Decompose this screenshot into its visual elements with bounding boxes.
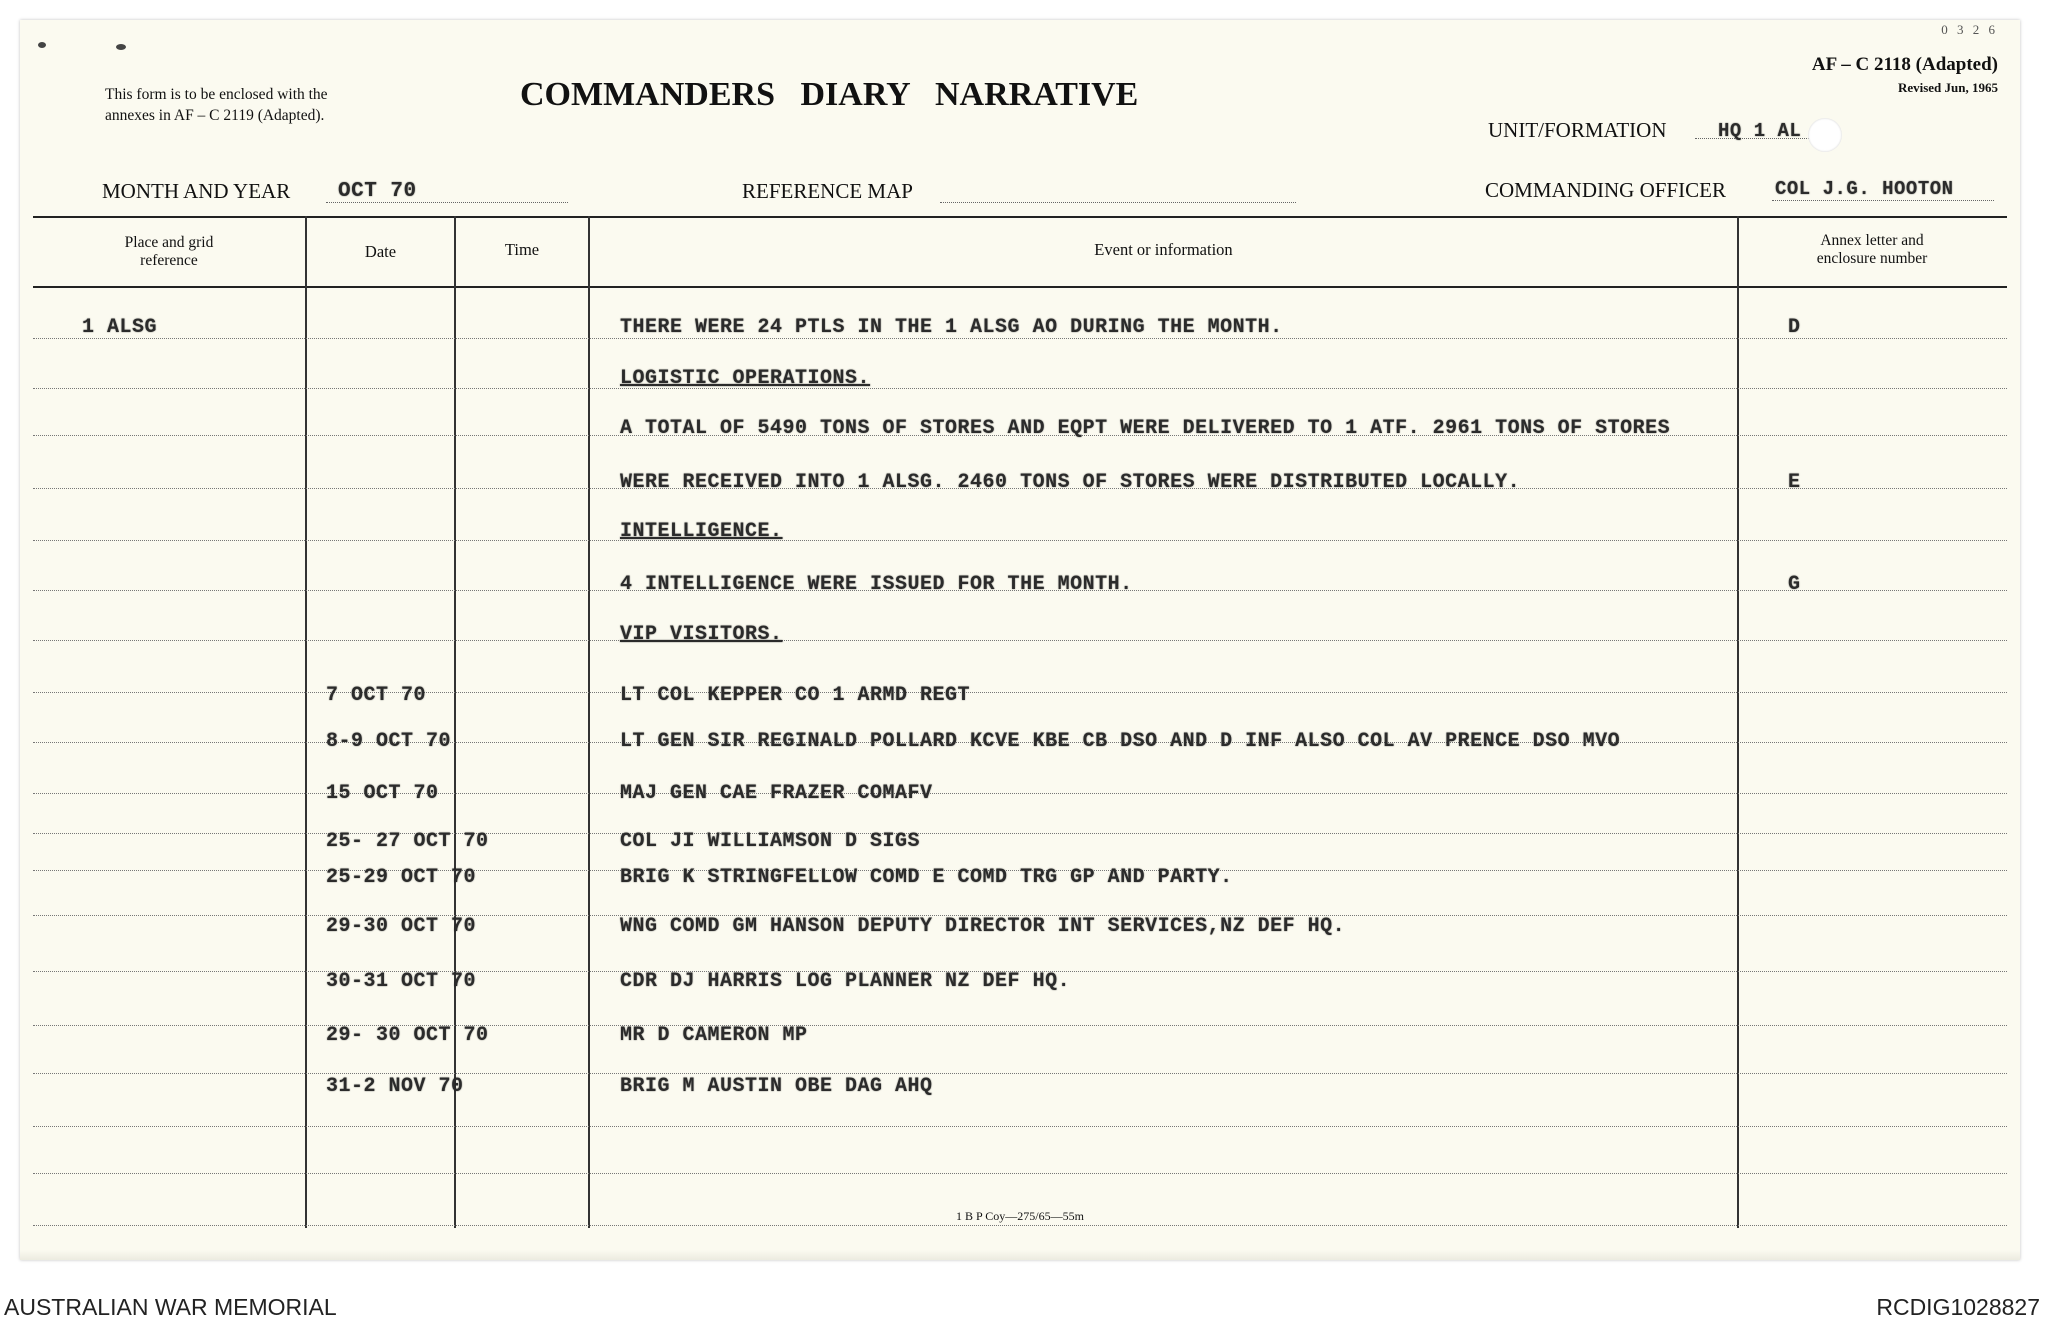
- ruled-line: [33, 1126, 2007, 1127]
- row-event: INTELLIGENCE.: [620, 520, 783, 543]
- reference-map-label: REFERENCE MAP: [742, 179, 913, 203]
- column-divider-place-date: [305, 216, 307, 1228]
- ruled-line: [33, 388, 2007, 389]
- header-top-rule: [33, 216, 2007, 218]
- enclose-note-line: This form is to be enclosed with the: [105, 86, 328, 103]
- column-header-place-line: reference: [140, 252, 198, 269]
- row-event: LT GEN SIR REGINALD POLLARD KCVE KBE CB DSO AND D INF ALSO COL AV PRENCE DSO MVO: [620, 730, 1621, 753]
- ruled-line: [33, 640, 2007, 641]
- column-header-time: Time: [504, 240, 540, 259]
- row-event: LT COL KEPPER CO 1 ARMD REGT: [620, 684, 971, 707]
- ink-blemish: [38, 42, 46, 48]
- revised-date: Revised Jun, 1965: [1897, 80, 1998, 95]
- column-header-place-line: Place and grid: [124, 234, 214, 251]
- column-header-date: Date: [364, 242, 397, 261]
- ruled-line: [33, 1073, 2007, 1074]
- commanding-officer-value: COL J.G. HOOTON: [1775, 178, 1954, 200]
- row-event: LOGISTIC OPERATIONS.: [620, 367, 871, 390]
- unit-label: UNIT/FORMATION: [1488, 118, 1667, 142]
- row-annex: G: [1788, 573, 1801, 596]
- row-place: 1 ALSG: [82, 316, 158, 339]
- form-title: COMMANDERS DIARY NARRATIVE: [520, 76, 1139, 113]
- enclose-note-line: annexes in AF – C 2119 (Adapted).: [105, 107, 325, 124]
- row-date: 29- 30 OCT 70: [326, 1024, 489, 1047]
- commanding-officer-label: COMMANDING OFFICER: [1485, 178, 1726, 202]
- column-header-event: Event or information: [1094, 240, 1233, 259]
- row-date: 7 OCT 70: [326, 684, 427, 707]
- row-event: VIP VISITORS.: [620, 623, 783, 646]
- row-date: 31-2 NOV 70: [326, 1075, 464, 1098]
- row-event: BRIG M AUSTIN OBE DAG AHQ: [620, 1075, 933, 1098]
- punch-hole: [1808, 118, 1842, 152]
- row-event: COL JI WILLIAMSON D SIGS: [620, 830, 921, 853]
- row-annex: D: [1788, 316, 1801, 339]
- ruled-line: [33, 1225, 2007, 1226]
- footer-archive-name: AUSTRALIAN WAR MEMORIAL: [4, 1294, 337, 1320]
- handwritten-code: 0 3 2 6: [1941, 22, 1998, 37]
- printer-imprint: 1 B P Coy—275/65—55m: [956, 1209, 1084, 1223]
- month-year-label: MONTH AND YEAR: [102, 179, 291, 203]
- footer-record-id: RCDIG1028827: [1876, 1294, 2040, 1320]
- row-event: THERE WERE 24 PTLS IN THE 1 ALSG AO DURING THE MONTH.: [620, 316, 1283, 339]
- form-number: AF – C 2118 (Adapted): [1811, 54, 1998, 75]
- column-header-annex-line: enclosure number: [1816, 250, 1928, 267]
- row-date: 29-30 OCT 70: [326, 915, 477, 938]
- column-divider-event-annex: [1737, 216, 1739, 1228]
- commanding-officer-dotted-line: [1772, 200, 1994, 201]
- row-date: 25-29 OCT 70: [326, 866, 477, 889]
- row-event: MR D CAMERON MP: [620, 1024, 808, 1047]
- month-year-value: OCT 70: [338, 180, 417, 203]
- ruled-line: [33, 1173, 2007, 1174]
- row-date: 15 OCT 70: [326, 782, 439, 805]
- ink-blemish: [116, 44, 126, 50]
- row-event: MAJ GEN CAE FRAZER COMAFV: [620, 782, 933, 805]
- ruled-line: [33, 540, 2007, 541]
- enclose-note: [105, 84, 328, 126]
- column-header-place: [33, 234, 305, 270]
- row-event: WNG COMD GM HANSON DEPUTY DIRECTOR INT SERVICES,NZ DEF HQ.: [620, 915, 1346, 938]
- row-event: A TOTAL OF 5490 TONS OF STORES AND EQPT WERE DELIVERED TO 1 ATF. 2961 TONS OF STORES: [620, 417, 1671, 440]
- row-event: WERE RECEIVED INTO 1 ALSG. 2460 TONS OF STORES WERE DISTRIBUTED LOCALLY.: [620, 471, 1521, 494]
- column-header-annex: [1739, 232, 2005, 268]
- row-annex: E: [1788, 471, 1801, 494]
- row-date: 25- 27 OCT 70: [326, 830, 489, 853]
- reference-map-dotted-line: [940, 202, 1296, 203]
- column-header-annex-line: Annex letter and: [1820, 232, 1924, 249]
- row-date: 30-31 OCT 70: [326, 970, 477, 993]
- diary-form-sheet: [20, 20, 2020, 1260]
- row-event: CDR DJ HARRIS LOG PLANNER NZ DEF HQ.: [620, 970, 1071, 993]
- row-event: BRIG K STRINGFELLOW COMD E COMD TRG GP AND PARTY.: [620, 866, 1233, 889]
- header-bottom-rule: [33, 286, 2007, 288]
- row-event: 4 INTELLIGENCE WERE ISSUED FOR THE MONTH.: [620, 573, 1133, 596]
- column-divider-time-event: [588, 216, 590, 1228]
- row-date: 8-9 OCT 70: [326, 730, 452, 753]
- unit-value: HQ 1 AL: [1718, 120, 1802, 142]
